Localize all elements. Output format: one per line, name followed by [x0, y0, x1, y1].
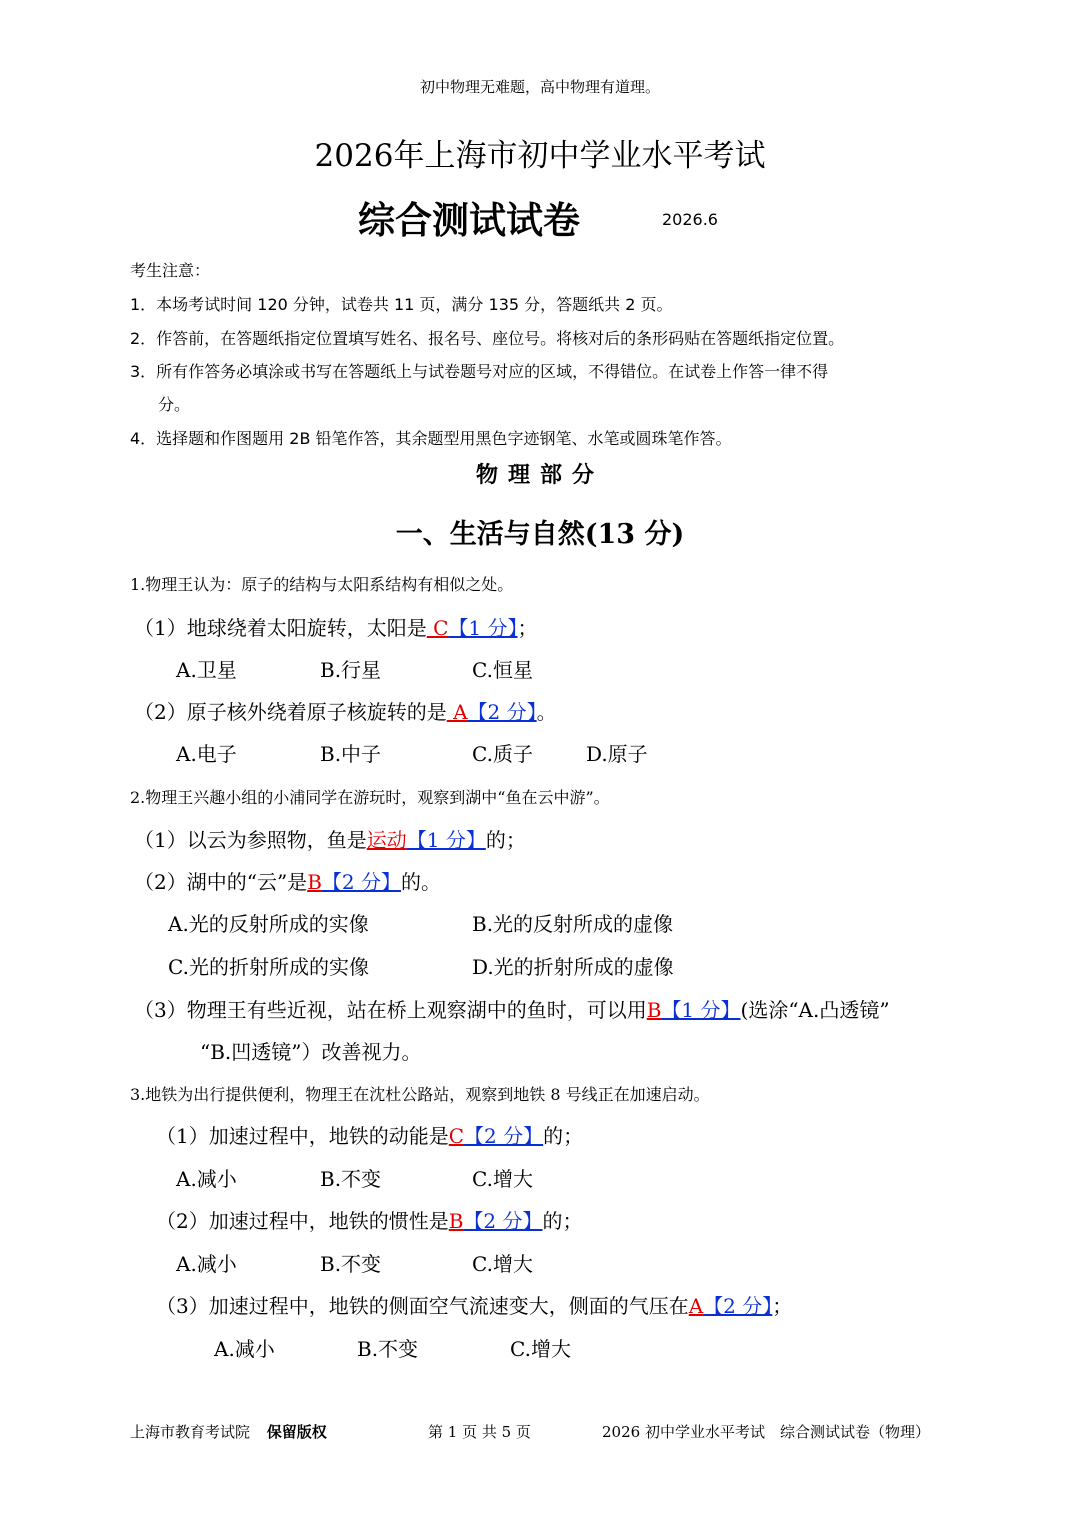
option: A.减小: [176, 1167, 237, 1191]
footer-right: 2026 初中学业水平考试 综合测试试卷（物理）: [602, 1423, 930, 1441]
footer-left: [130, 1421, 327, 1442]
question-2-part-2: [134, 866, 441, 895]
exam-date: 2026.6: [662, 210, 718, 229]
part-text: （3）物理王有些近视，站在桥上观察湖中的鱼时，可以用: [134, 998, 647, 1022]
option: C.光的折射所成的实像: [168, 955, 369, 979]
notice-item: 4．选择题和作图题用 2B 铅笔作答，其余题型用黑色字迹钢笔、水笔或圆珠笔作答。: [130, 429, 732, 448]
answer: 运动: [366, 828, 407, 852]
section-label: 物理部分: [475, 462, 604, 488]
option: C.增大: [510, 1337, 571, 1361]
header-note: 初中物理无难题，高中物理有道理。: [419, 78, 660, 96]
points: 【1 分】: [661, 998, 741, 1022]
part-text: （2）加速过程中，地铁的惯性是: [156, 1209, 449, 1233]
part-text: ；: [517, 616, 538, 640]
answer: A: [446, 700, 468, 724]
points: 【2 分】: [703, 1294, 773, 1318]
question-3-part-2: [156, 1205, 583, 1234]
notice-item: 3．所有作答务必填涂或书写在答题纸上与试卷题号对应的区域，不得错位。在试卷上作答一律不得: [130, 362, 829, 381]
answer: B: [448, 1209, 464, 1233]
part-text: 。: [536, 700, 557, 724]
exam-subtitle: 综合测试试卷: [358, 198, 580, 242]
question-2-part-1: [134, 824, 526, 853]
option: D.原子: [586, 742, 648, 766]
option: C.增大: [472, 1252, 533, 1276]
option: B.中子: [320, 742, 382, 766]
option: A.减小: [214, 1337, 275, 1361]
footer-copyright: 保留版权: [266, 1423, 327, 1441]
option: B.光的反射所成的虚像: [472, 912, 674, 936]
answer: B: [307, 870, 322, 894]
answer: A: [688, 1294, 704, 1318]
points: 【2 分】: [464, 1124, 544, 1148]
part-text: ；: [772, 1294, 793, 1318]
option: B.不变: [320, 1252, 382, 1276]
part-text: （3）加速过程中，地铁的侧面空气流速变大，侧面的气压在: [156, 1294, 689, 1318]
question-2-stem: 2.物理王兴趣小组的小浦同学在游玩时，观察到湖中“鱼在云中游”。: [130, 788, 610, 807]
option: A.电子: [176, 742, 237, 766]
part-text: （2）湖中的“云”是: [134, 870, 308, 894]
page-number: 第 1 页 共 5 页: [428, 1423, 531, 1441]
notice-heading: 考生注意：: [130, 261, 211, 280]
points: 【2 分】: [467, 700, 537, 724]
question-2-part-3: [134, 994, 890, 1023]
part-text: 的。: [400, 870, 441, 894]
question-3-stem: 3.地铁为出行提供便利，物理王在沈杜公路站，观察到地铁 8 号线正在加速启动。: [130, 1085, 710, 1104]
question-3-part-1: [156, 1120, 583, 1149]
part-text: 的；: [543, 1124, 584, 1148]
question-2-part-3-continuation: “B.凹透镜”）改善视力。: [200, 1040, 422, 1064]
footer-publisher: 上海市教育考试院: [130, 1423, 251, 1441]
option: B.行星: [320, 658, 382, 682]
answer: C: [448, 1124, 465, 1148]
points: 【2 分】: [463, 1209, 543, 1233]
option: B.不变: [320, 1167, 382, 1191]
points: 【1 分】: [406, 828, 486, 852]
option: C.恒星: [472, 658, 533, 682]
question-1-stem: 1.物理王认为：原子的结构与太阳系结构有相似之处。: [130, 575, 514, 594]
notice-item: 2．作答前，在答题纸指定位置填写姓名、报名号、座位号。将核对后的条形码贴在答题纸指定位置。: [130, 329, 845, 348]
option: D.光的折射所成的虚像: [472, 955, 674, 979]
notice-item-continuation: 分。: [158, 395, 191, 414]
part-text: （2）原子核外绕着原子核旋转的是: [134, 700, 447, 724]
option: A.卫星: [176, 658, 237, 682]
option: A.减小: [176, 1252, 237, 1276]
section-title: 一、生活与自然(13 分): [395, 519, 685, 550]
option: A.光的反射所成的实像: [168, 912, 369, 936]
option: C.增大: [472, 1167, 533, 1191]
answer: C: [426, 616, 449, 640]
question-3-part-3: [156, 1290, 792, 1319]
points: 【2 分】: [321, 870, 401, 894]
part-text: （1）以云为参照物，鱼是: [134, 828, 367, 852]
question-1-part-2: [134, 696, 557, 725]
option: B.不变: [357, 1337, 419, 1361]
answer: B: [646, 998, 662, 1022]
part-text: (选涂“A.凸透镜”: [740, 998, 890, 1022]
exam-title: 2026年上海市初中学业水平考试: [314, 138, 766, 174]
points: 【1 分】: [448, 616, 518, 640]
notice-item: 1．本场考试时间 120 分钟，试卷共 11 页，满分 135 分，答题纸共 2 页。: [130, 295, 673, 314]
question-1-part-1: [134, 612, 538, 641]
part-text: 的；: [542, 1209, 583, 1233]
part-text: （1）加速过程中，地铁的动能是: [156, 1124, 449, 1148]
option: C.质子: [472, 742, 533, 766]
part-text: 的；: [485, 828, 526, 852]
part-text: （1）地球绕着太阳旋转，太阳是: [134, 616, 427, 640]
